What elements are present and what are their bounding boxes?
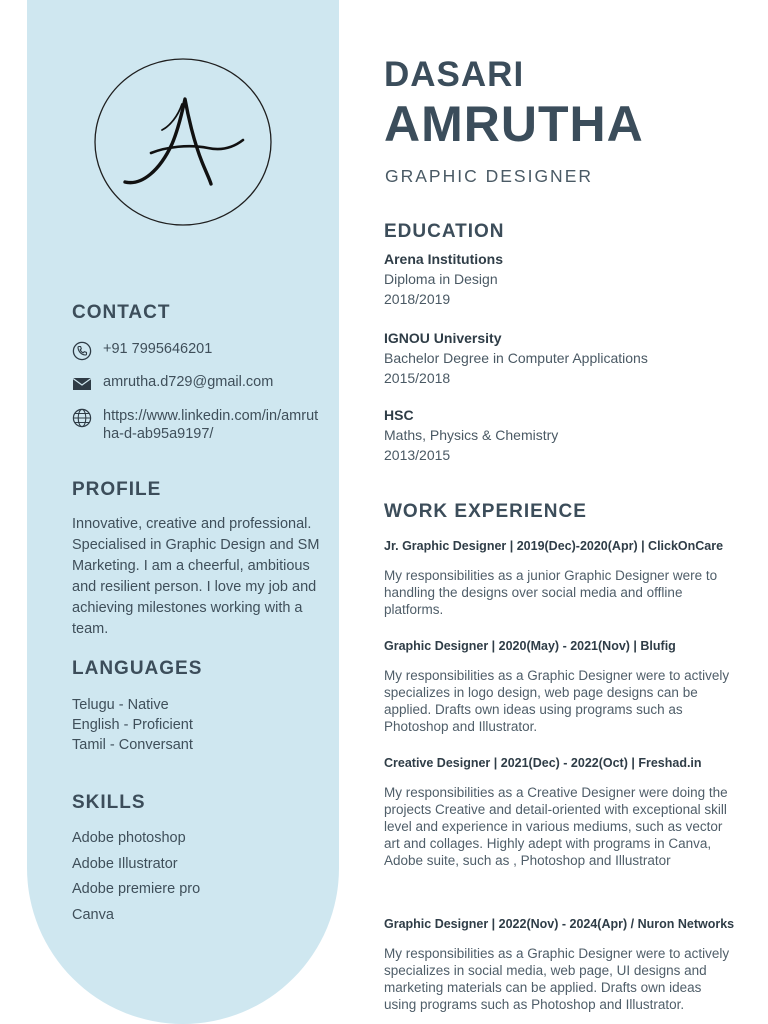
- education-heading: EDUCATION: [384, 221, 505, 242]
- monogram-logo: [94, 58, 272, 226]
- contact-email: [72, 373, 273, 394]
- experience-description: My responsibilities as a Creative Designer were doing the projects Creative and detail-oriented with exceptional skill level and experience in various mediums, such as vector art and collages. Highly adept with programs in Canva, Adobe suite, such as , Photoshop and Illustrator: [384, 785, 728, 868]
- education-entry: [384, 405, 744, 465]
- last-name: AMRUTHA: [384, 96, 644, 152]
- job-title: GRAPHIC DESIGNER: [385, 166, 593, 186]
- experience-entry: [384, 538, 734, 618]
- education-degree: Maths, Physics & Chemistry: [384, 427, 559, 443]
- globe-icon: [72, 408, 92, 428]
- experience-entry: [384, 638, 734, 735]
- skill-item: Adobe Illustrator: [72, 855, 178, 872]
- education-degree: Diploma in Design: [384, 271, 498, 287]
- education-institution: HSC: [384, 407, 414, 423]
- skills-list: [72, 826, 200, 928]
- experience-entry: [384, 755, 734, 869]
- experience-description: My responsibilities as a junior Graphic Designer were to handling the designs over social media and offline platforms.: [384, 568, 718, 617]
- language-item: Tamil - Conversant: [72, 737, 193, 753]
- contact-phone: [72, 340, 212, 361]
- education-years: 2013/2015: [384, 447, 451, 463]
- skills-heading: SKILLS: [72, 792, 146, 813]
- education-entry: [384, 328, 744, 388]
- languages-list: [72, 695, 193, 755]
- phone-number: +91 7995646201: [103, 341, 213, 357]
- experience-title: Graphic Designer | 2020(May) - 2021(Nov) | Blufig: [384, 639, 676, 653]
- language-item: English - Proficient: [72, 717, 193, 733]
- first-name: DASARI: [384, 55, 525, 94]
- skill-item: Canva: [72, 906, 114, 923]
- work-experience-heading: WORK EXPERIENCE: [384, 501, 587, 522]
- education-years: 2015/2018: [384, 370, 451, 386]
- email-address: amrutha.d729@gmail.com: [103, 374, 274, 390]
- phone-icon: [72, 341, 92, 361]
- education-degree: Bachelor Degree in Computer Applications: [384, 350, 648, 366]
- languages-heading: LANGUAGES: [72, 658, 203, 679]
- experience-title: Jr. Graphic Designer | 2019(Dec)-2020(Apr) | ClickOnCare: [384, 539, 724, 553]
- linkedin-url[interactable]: https://www.linkedin.com/in/amrutha-d-ab95a9197/: [103, 408, 319, 442]
- experience-entry: [384, 916, 734, 1013]
- language-item: Telugu - Native: [72, 697, 169, 713]
- education-institution: IGNOU University: [384, 330, 502, 346]
- envelope-icon: [72, 374, 92, 394]
- skill-item: Adobe premiere pro: [72, 881, 201, 897]
- experience-description: My responsibilities as a Graphic Designer were to actively specializes in logo design, web page designs can be applied. Drafts own ideas using programs such as Photoshop and Illustrator.: [384, 668, 730, 734]
- experience-title: Creative Designer | 2021(Dec) - 2022(Oct) | Freshad.in: [384, 756, 702, 770]
- education-institution: Arena Institutions: [384, 251, 504, 267]
- contact-heading: CONTACT: [72, 302, 171, 323]
- experience-description: My responsibilities as a Graphic Designer were to actively specializes in social media, web page, UI designs and marketing materials can be applied. Drafts own ideas using programs such as Photoshop and Illustrator.: [384, 946, 730, 1012]
- skill-item: Adobe photoshop: [72, 830, 186, 846]
- profile-heading: PROFILE: [72, 479, 162, 500]
- education-years: 2018/2019: [384, 291, 451, 307]
- contact-linkedin: [72, 407, 325, 443]
- profile-text: Innovative, creative and professional. Specialised in Graphic Design and SM Marketing. I am a cheerful, ambitious and resilient person. I love my job and achieving milestones working with a team.: [72, 516, 320, 637]
- experience-title: Graphic Designer | 2022(Nov) - 2024(Apr) / Nuron Networks: [384, 917, 735, 931]
- education-entry: [384, 249, 744, 309]
